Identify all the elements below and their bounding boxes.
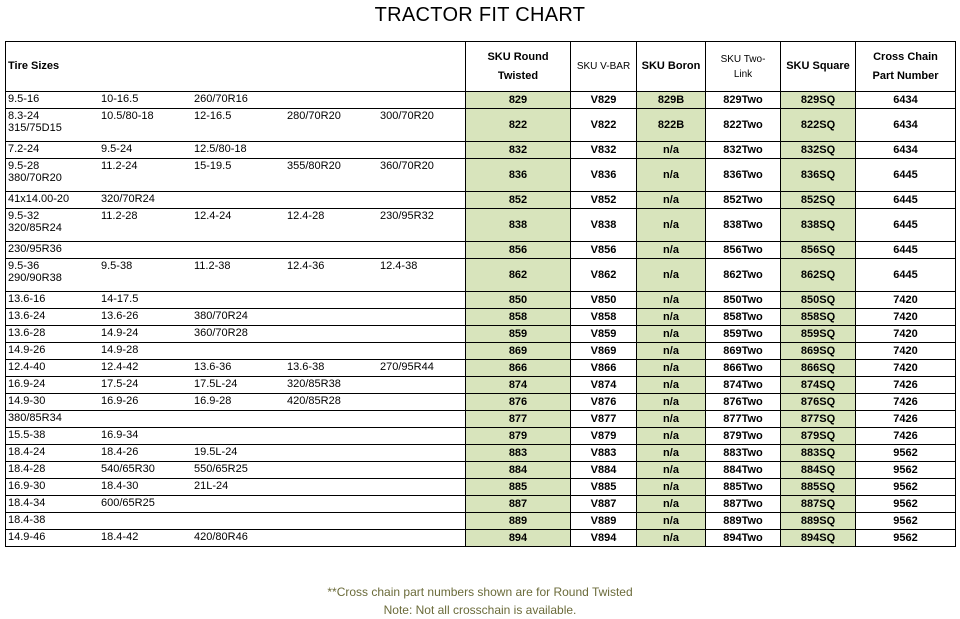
sku-boron-cell: n/a — [637, 530, 706, 547]
sku-vbar-cell: V862 — [571, 259, 637, 292]
sku-boron-cell: n/a — [637, 242, 706, 259]
sku-square-cell: 884SQ — [781, 462, 856, 479]
sku-square-cell: 838SQ — [781, 209, 856, 242]
table-row — [6, 292, 956, 309]
cross-chain-cell: 7420 — [856, 343, 956, 360]
tire-size: 16.9-30 — [8, 480, 46, 492]
table-row — [6, 411, 956, 428]
tire-sizes-cell — [6, 479, 466, 496]
tire-size: 360/70R20 — [380, 160, 434, 172]
tire-size: 15-19.5 — [194, 160, 232, 172]
tire-size: 14.9-26 — [8, 344, 46, 356]
sku-vbar-cell: V877 — [571, 411, 637, 428]
tire-size: 18.4-42 — [101, 531, 139, 543]
tire-size: 14.9-28 — [101, 344, 139, 356]
sku-two-link-cell: 866Two — [706, 360, 781, 377]
sku-boron-cell: n/a — [637, 377, 706, 394]
cross-chain-cell: 9562 — [856, 513, 956, 530]
tire-size: 12.5/80-18 — [194, 143, 247, 155]
sku-square-cell: 822SQ — [781, 109, 856, 142]
tire-size: 21L-24 — [194, 480, 229, 492]
sku-round-cell: 885 — [466, 479, 571, 496]
sku-round-cell: 889 — [466, 513, 571, 530]
sku-boron-cell: 822B — [637, 109, 706, 142]
sku-vbar-cell: V838 — [571, 209, 637, 242]
tire-size: 41x14.00-20 — [8, 193, 70, 205]
sku-round-cell: 883 — [466, 445, 571, 462]
table-row — [6, 479, 956, 496]
header-sku-round: SKU Round Twisted — [466, 42, 571, 92]
tire-size: 290/90R38 — [8, 272, 62, 284]
sku-boron-cell: n/a — [637, 326, 706, 343]
cross-chain-cell: 6434 — [856, 142, 956, 159]
sku-vbar-cell: V852 — [571, 192, 637, 209]
table-row — [6, 209, 956, 242]
sku-two-link-cell: 869Two — [706, 343, 781, 360]
tire-sizes-cell — [6, 377, 466, 394]
sku-boron-cell: n/a — [637, 309, 706, 326]
tire-sizes-cell — [6, 309, 466, 326]
sku-boron-cell: n/a — [637, 192, 706, 209]
tire-sizes-cell — [6, 462, 466, 479]
sku-two-link-cell: 829Two — [706, 92, 781, 109]
tire-size: 320/85R38 — [287, 378, 341, 390]
sku-round-cell: 887 — [466, 496, 571, 513]
tire-size: 11.2-24 — [101, 160, 138, 172]
tire-size: 16.9-28 — [194, 395, 232, 407]
sku-round-cell: 877 — [466, 411, 571, 428]
header-cross-chain: Cross Chain Part Number — [856, 42, 956, 92]
sku-vbar-cell: V856 — [571, 242, 637, 259]
sku-boron-cell: n/a — [637, 462, 706, 479]
cross-chain-cell: 6445 — [856, 159, 956, 192]
tire-size: 9.5-24 — [101, 143, 133, 155]
sku-round-cell: 850 — [466, 292, 571, 309]
tire-size: 600/65R25 — [101, 497, 155, 509]
tire-size: 320/70R24 — [101, 193, 155, 205]
sku-round-cell: 859 — [466, 326, 571, 343]
sku-two-link-cell: 850Two — [706, 292, 781, 309]
sku-two-link-cell: 856Two — [706, 242, 781, 259]
tire-size: 19.5L-24 — [194, 446, 238, 458]
tire-size: 13.6-24 — [8, 310, 46, 322]
tire-size: 260/70R16 — [194, 93, 248, 105]
sku-vbar-cell: V883 — [571, 445, 637, 462]
tire-size: 7.2-24 — [8, 143, 40, 155]
sku-round-cell: 856 — [466, 242, 571, 259]
sku-two-link-cell: 894Two — [706, 530, 781, 547]
tire-size: 14-17.5 — [101, 293, 139, 305]
tire-size: 11.2-38 — [194, 260, 231, 272]
tire-size: 9.5-16 — [8, 93, 40, 105]
tire-size: 18.4-38 — [8, 514, 46, 526]
sku-two-link-cell: 883Two — [706, 445, 781, 462]
sku-vbar-cell: V869 — [571, 343, 637, 360]
tire-size: 13.6-26 — [101, 310, 139, 322]
tire-sizes-cell — [6, 292, 466, 309]
sku-square-cell: 858SQ — [781, 309, 856, 326]
tire-size: 11.2-28 — [101, 210, 138, 222]
tire-sizes-cell — [6, 159, 466, 192]
sku-vbar-cell: V850 — [571, 292, 637, 309]
header-sku-boron: SKU Boron — [637, 42, 706, 92]
tire-size: 13.6-16 — [8, 293, 46, 305]
sku-square-cell: 862SQ — [781, 259, 856, 292]
tire-size: 15.5-38 — [8, 429, 46, 441]
tire-size: 12-16.5 — [194, 110, 232, 122]
tire-sizes-cell — [6, 513, 466, 530]
sku-two-link-cell: 887Two — [706, 496, 781, 513]
cross-chain-cell: 7426 — [856, 411, 956, 428]
cross-chain-cell: 9562 — [856, 496, 956, 513]
sku-two-link-cell: 862Two — [706, 259, 781, 292]
tire-size: 320/85R24 — [8, 222, 62, 234]
header-sku-vbar: SKU V-BAR — [571, 42, 637, 92]
header-sku-two-link: SKU Two-Link — [706, 42, 781, 92]
cross-chain-cell: 6445 — [856, 192, 956, 209]
sku-vbar-cell: V879 — [571, 428, 637, 445]
tire-size: 14.9-24 — [101, 327, 139, 339]
sku-vbar-cell: V859 — [571, 326, 637, 343]
table-row — [6, 513, 956, 530]
sku-square-cell: 859SQ — [781, 326, 856, 343]
cross-chain-cell: 6445 — [856, 209, 956, 242]
cross-chain-cell: 9562 — [856, 479, 956, 496]
tire-size: 9.5-28 — [8, 160, 40, 172]
sku-vbar-cell: V876 — [571, 394, 637, 411]
tire-sizes-cell — [6, 530, 466, 547]
cross-chain-cell: 9562 — [856, 530, 956, 547]
tire-size: 420/85R28 — [287, 395, 341, 407]
tire-sizes-cell — [6, 360, 466, 377]
fit-chart-table — [5, 41, 956, 547]
sku-square-cell: 885SQ — [781, 479, 856, 496]
sku-square-cell: 866SQ — [781, 360, 856, 377]
sku-round-cell: 876 — [466, 394, 571, 411]
table-body — [6, 92, 956, 547]
sku-round-cell: 836 — [466, 159, 571, 192]
tire-size: 355/80R20 — [287, 160, 341, 172]
tire-size: 550/65R25 — [194, 463, 248, 475]
sku-square-cell: 829SQ — [781, 92, 856, 109]
sku-boron-cell: n/a — [637, 428, 706, 445]
sku-two-link-cell: 876Two — [706, 394, 781, 411]
sku-vbar-cell: V822 — [571, 109, 637, 142]
tire-size: 13.6-28 — [8, 327, 46, 339]
sku-boron-cell: n/a — [637, 411, 706, 428]
tire-size: 270/95R44 — [380, 361, 434, 373]
table-row — [6, 428, 956, 445]
cross-chain-cell: 7420 — [856, 360, 956, 377]
tire-size: 10.5/80-18 — [101, 110, 154, 122]
tire-sizes-cell — [6, 326, 466, 343]
tire-size: 18.4-30 — [101, 480, 139, 492]
sku-round-cell: 884 — [466, 462, 571, 479]
table-row — [6, 92, 956, 109]
sku-two-link-cell: 889Two — [706, 513, 781, 530]
tire-size: 18.4-26 — [101, 446, 139, 458]
sku-boron-cell: n/a — [637, 343, 706, 360]
cross-chain-cell: 7426 — [856, 394, 956, 411]
sku-round-cell: 822 — [466, 109, 571, 142]
tire-sizes-cell — [6, 209, 466, 242]
sku-two-link-cell: 822Two — [706, 109, 781, 142]
cross-chain-cell: 7420 — [856, 326, 956, 343]
sku-square-cell: 879SQ — [781, 428, 856, 445]
table-row — [6, 109, 956, 142]
sku-boron-cell: n/a — [637, 496, 706, 513]
tire-size: 16.9-24 — [8, 378, 46, 390]
tire-size: 10-16.5 — [101, 93, 139, 105]
tire-size: 230/95R36 — [8, 243, 62, 255]
sku-boron-cell: n/a — [637, 360, 706, 377]
cross-chain-cell: 6434 — [856, 109, 956, 142]
sku-vbar-cell: V832 — [571, 142, 637, 159]
sku-vbar-cell: V874 — [571, 377, 637, 394]
tire-size: 315/75D15 — [8, 122, 62, 134]
sku-round-cell: 894 — [466, 530, 571, 547]
sku-square-cell: 869SQ — [781, 343, 856, 360]
tire-size: 14.9-46 — [8, 531, 46, 543]
header-row — [6, 42, 956, 92]
table-row — [6, 445, 956, 462]
table-row — [6, 242, 956, 259]
sku-round-cell: 832 — [466, 142, 571, 159]
sku-square-cell: 876SQ — [781, 394, 856, 411]
header-tire-sizes: Tire Sizes — [6, 42, 466, 92]
sku-square-cell: 889SQ — [781, 513, 856, 530]
tire-size: 12.4-36 — [287, 260, 325, 272]
sku-vbar-cell: V858 — [571, 309, 637, 326]
table-row — [6, 530, 956, 547]
tire-size: 16.9-26 — [101, 395, 139, 407]
sku-square-cell: 894SQ — [781, 530, 856, 547]
tire-size: 9.5-32 — [8, 210, 40, 222]
sku-two-link-cell: 885Two — [706, 479, 781, 496]
cross-chain-cell: 6445 — [856, 242, 956, 259]
sku-round-cell: 838 — [466, 209, 571, 242]
sku-two-link-cell: 838Two — [706, 209, 781, 242]
table-row — [6, 496, 956, 513]
tire-sizes-cell — [6, 428, 466, 445]
cross-chain-cell: 7426 — [856, 428, 956, 445]
sku-boron-cell: n/a — [637, 479, 706, 496]
tire-size: 380/85R34 — [8, 412, 62, 424]
sku-round-cell: 829 — [466, 92, 571, 109]
tire-size: 17.5-24 — [101, 378, 139, 390]
cross-chain-cell: 9562 — [856, 462, 956, 479]
tire-size: 13.6-36 — [194, 361, 232, 373]
sku-two-link-cell: 877Two — [706, 411, 781, 428]
tire-sizes-cell — [6, 92, 466, 109]
tire-sizes-cell — [6, 142, 466, 159]
tire-size: 18.4-24 — [8, 446, 46, 458]
footnote-cross-chain: **Cross chain part numbers shown are for Round Twisted — [327, 585, 633, 599]
tire-sizes-cell — [6, 109, 466, 142]
sku-two-link-cell: 859Two — [706, 326, 781, 343]
tire-size: 380/70R24 — [194, 310, 248, 322]
tire-size: 12.4-28 — [287, 210, 325, 222]
sku-square-cell: 874SQ — [781, 377, 856, 394]
sku-two-link-cell: 879Two — [706, 428, 781, 445]
cross-chain-cell: 6445 — [856, 259, 956, 292]
tire-size: 12.4-42 — [101, 361, 139, 373]
sku-square-cell: 850SQ — [781, 292, 856, 309]
table-row — [6, 462, 956, 479]
sku-round-cell: 869 — [466, 343, 571, 360]
sku-square-cell: 852SQ — [781, 192, 856, 209]
table-row — [6, 192, 956, 209]
table-row — [6, 326, 956, 343]
page-title: TRACTOR FIT CHART — [374, 4, 586, 26]
sku-round-cell: 879 — [466, 428, 571, 445]
tire-size: 12.4-40 — [8, 361, 46, 373]
tire-size: 360/70R28 — [194, 327, 248, 339]
tire-size: 230/95R32 — [380, 210, 434, 222]
cross-chain-cell: 7420 — [856, 292, 956, 309]
table-row — [6, 343, 956, 360]
tire-sizes-cell — [6, 496, 466, 513]
cross-chain-cell: 7426 — [856, 377, 956, 394]
tire-sizes-cell — [6, 394, 466, 411]
cross-chain-cell: 7420 — [856, 309, 956, 326]
tire-sizes-cell — [6, 259, 466, 292]
sku-round-cell: 858 — [466, 309, 571, 326]
tire-size: 8.3-24 — [8, 110, 40, 122]
sku-vbar-cell: V885 — [571, 479, 637, 496]
header-sku-square: SKU Square — [781, 42, 856, 92]
tire-size: 16.9-34 — [101, 429, 139, 441]
sku-vbar-cell: V836 — [571, 159, 637, 192]
sku-vbar-cell: V889 — [571, 513, 637, 530]
tire-size: 18.4-28 — [8, 463, 46, 475]
tire-sizes-cell — [6, 445, 466, 462]
tire-size: 12.4-38 — [380, 260, 418, 272]
sku-square-cell: 832SQ — [781, 142, 856, 159]
tire-sizes-cell — [6, 242, 466, 259]
cross-chain-cell: 9562 — [856, 445, 956, 462]
sku-boron-cell: n/a — [637, 513, 706, 530]
sku-two-link-cell: 832Two — [706, 142, 781, 159]
tire-size: 14.9-30 — [8, 395, 46, 407]
table-row — [6, 309, 956, 326]
tire-size: 9.5-38 — [101, 260, 133, 272]
sku-boron-cell: n/a — [637, 159, 706, 192]
sku-vbar-cell: V829 — [571, 92, 637, 109]
sku-two-link-cell: 884Two — [706, 462, 781, 479]
table-row — [6, 159, 956, 192]
tire-sizes-cell — [6, 343, 466, 360]
sku-two-link-cell: 874Two — [706, 377, 781, 394]
table-row — [6, 377, 956, 394]
table-row — [6, 259, 956, 292]
tire-size: 12.4-24 — [194, 210, 232, 222]
tire-size: 420/80R46 — [194, 531, 248, 543]
tire-size: 300/70R20 — [380, 110, 434, 122]
sku-vbar-cell: V887 — [571, 496, 637, 513]
table-row — [6, 360, 956, 377]
sku-round-cell: 874 — [466, 377, 571, 394]
sku-boron-cell: n/a — [637, 142, 706, 159]
tire-sizes-cell — [6, 192, 466, 209]
sku-vbar-cell: V866 — [571, 360, 637, 377]
sku-boron-cell: n/a — [637, 209, 706, 242]
tire-size: 18.4-34 — [8, 497, 46, 509]
sku-two-link-cell: 852Two — [706, 192, 781, 209]
tire-size: 540/65R30 — [101, 463, 155, 475]
tire-size: 13.6-38 — [287, 361, 325, 373]
sku-two-link-cell: 858Two — [706, 309, 781, 326]
sku-two-link-cell: 836Two — [706, 159, 781, 192]
sku-boron-cell: n/a — [637, 445, 706, 462]
sku-boron-cell: n/a — [637, 292, 706, 309]
sku-square-cell: 836SQ — [781, 159, 856, 192]
cross-chain-cell: 6434 — [856, 92, 956, 109]
sku-round-cell: 866 — [466, 360, 571, 377]
sku-boron-cell: 829B — [637, 92, 706, 109]
tire-size: 9.5-36 — [8, 260, 40, 272]
footnote-availability: Note: Not all crosschain is available. — [383, 603, 577, 617]
sku-round-cell: 862 — [466, 259, 571, 292]
sku-square-cell: 887SQ — [781, 496, 856, 513]
sku-vbar-cell: V894 — [571, 530, 637, 547]
tire-size: 380/70R20 — [8, 172, 62, 184]
tire-size: 17.5L-24 — [194, 378, 238, 390]
sku-square-cell: 877SQ — [781, 411, 856, 428]
sku-square-cell: 883SQ — [781, 445, 856, 462]
sku-vbar-cell: V884 — [571, 462, 637, 479]
sku-round-cell: 852 — [466, 192, 571, 209]
table-row — [6, 142, 956, 159]
tire-sizes-cell — [6, 411, 466, 428]
sku-boron-cell: n/a — [637, 394, 706, 411]
sku-square-cell: 856SQ — [781, 242, 856, 259]
tire-size: 280/70R20 — [287, 110, 341, 122]
table-row — [6, 394, 956, 411]
sku-boron-cell: n/a — [637, 259, 706, 292]
